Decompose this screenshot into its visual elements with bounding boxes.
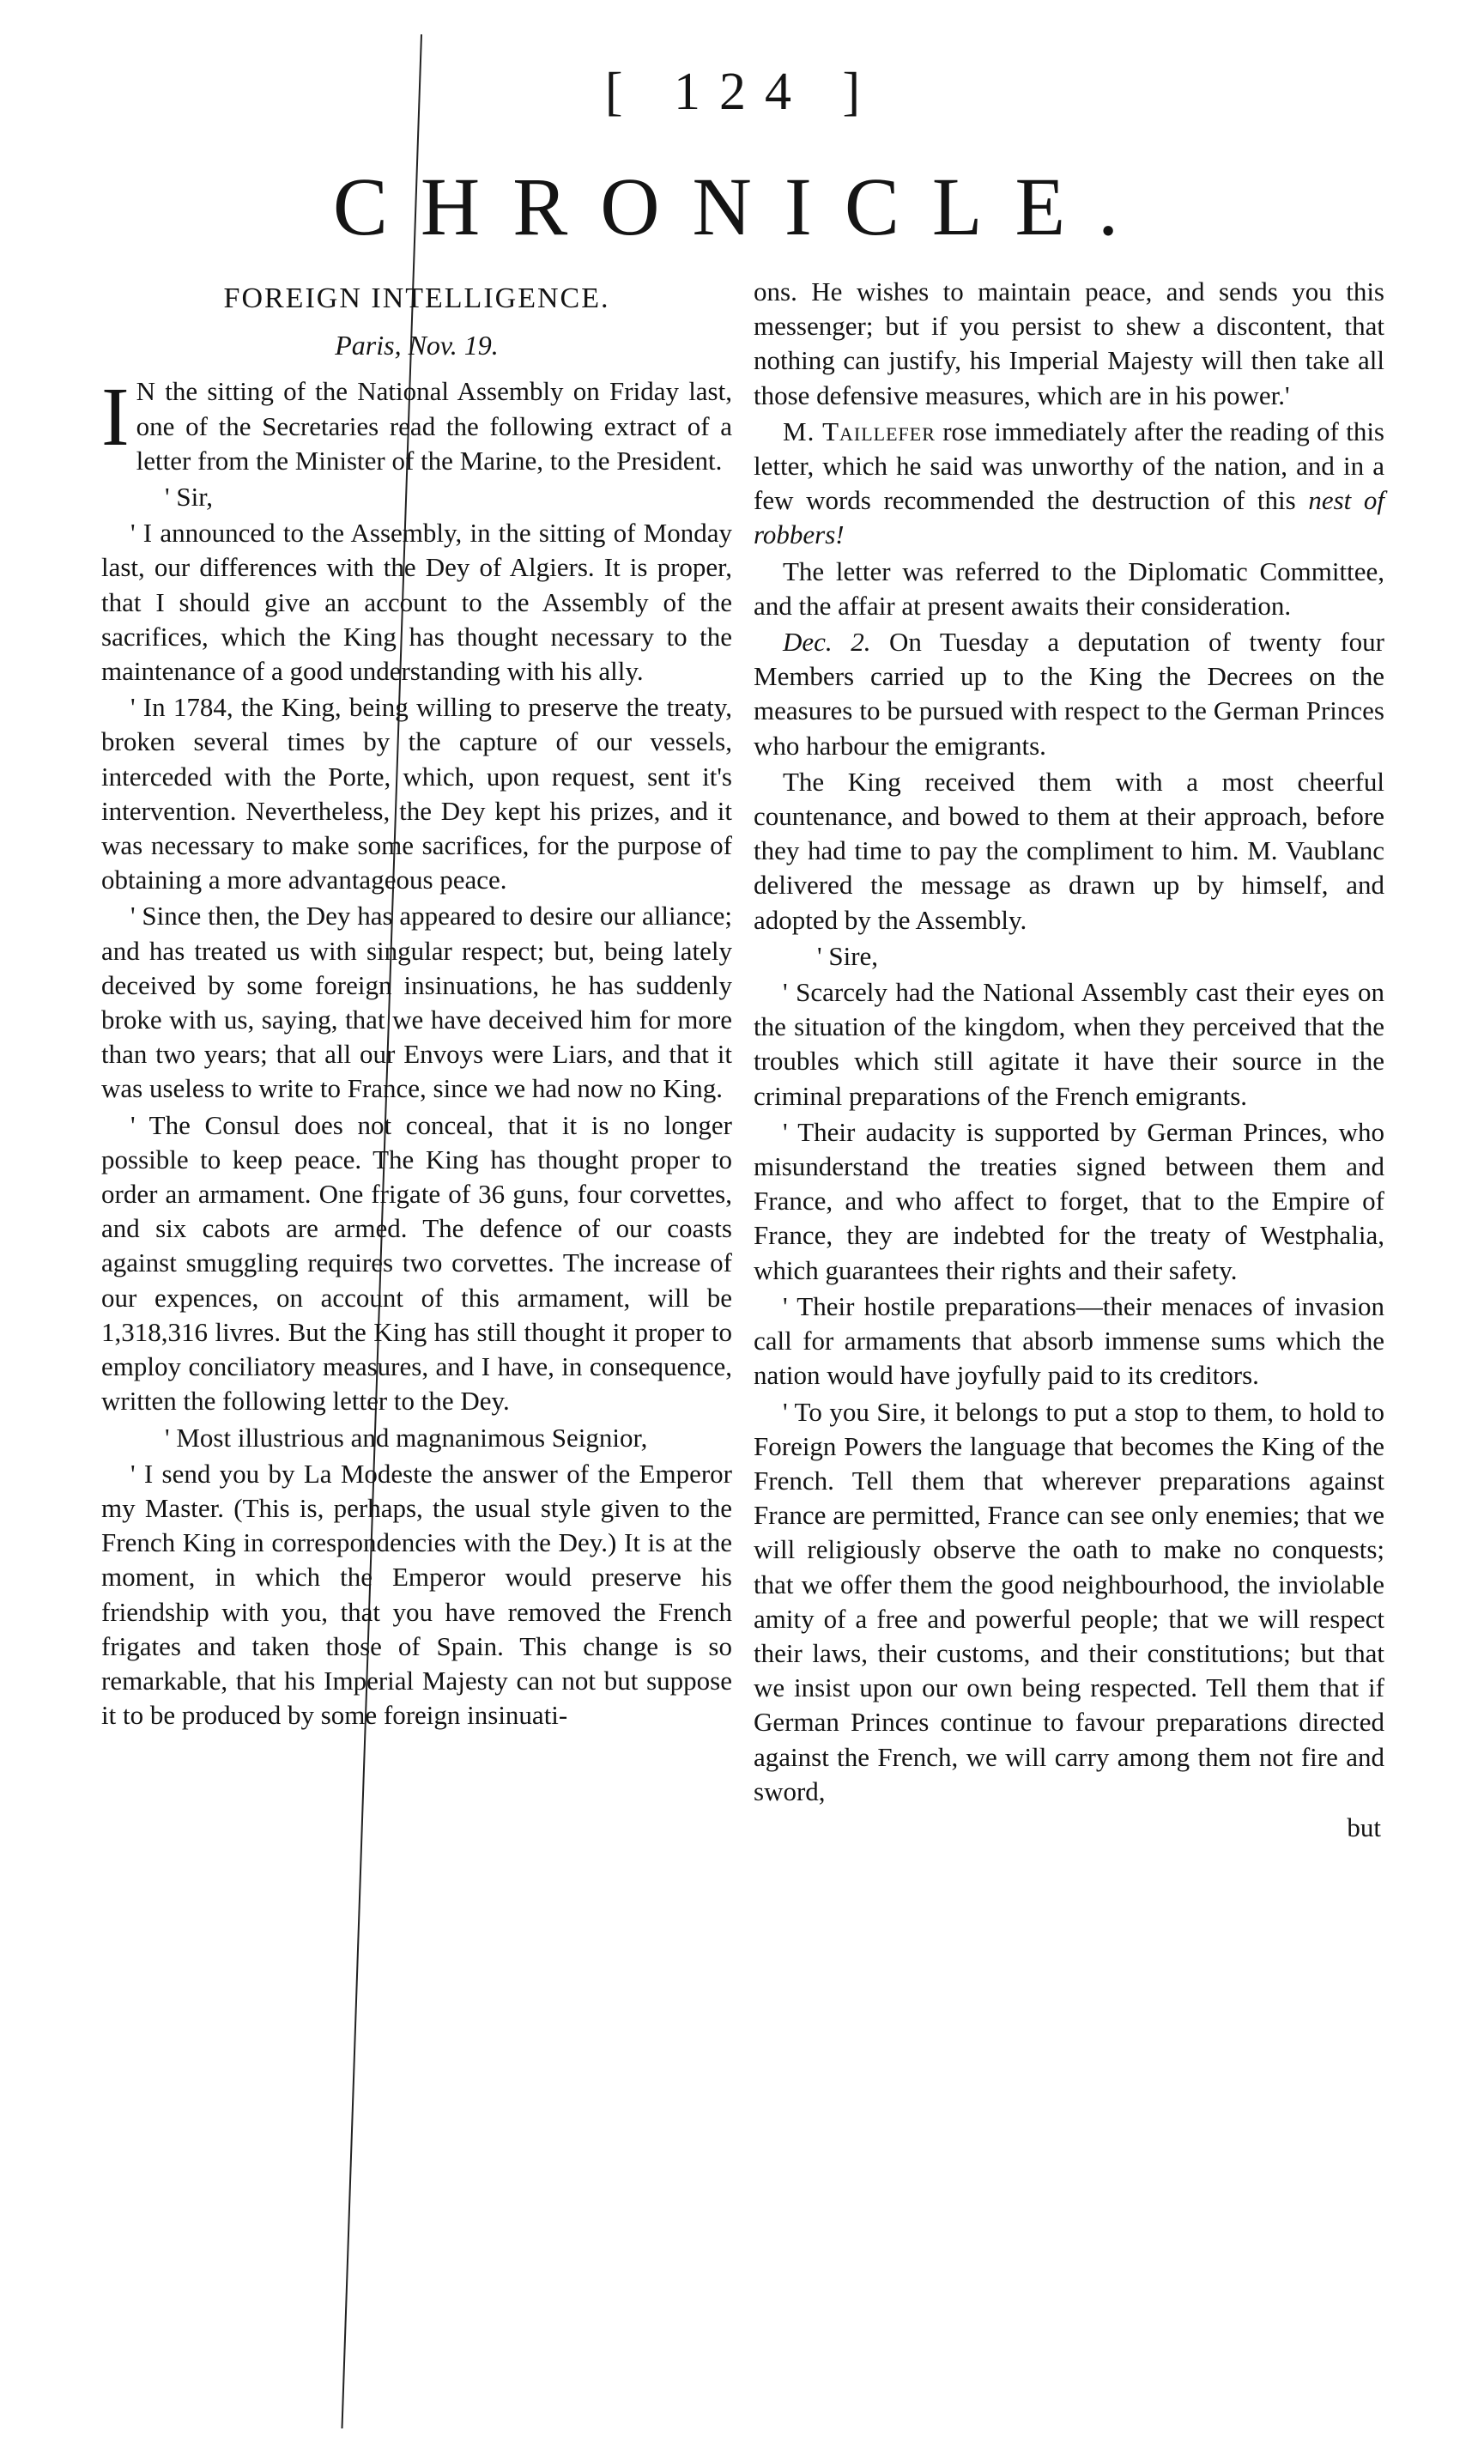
salutation-sire: ' Sire,: [817, 940, 879, 971]
salutation-seignior: ' Most illustrious and magnanimous Seignior,: [165, 1422, 648, 1453]
intro-text: N the sitting of the National Assembly on Friday last, one of the Secretaries read the following extract of a letter from the Minister of the Marine, to the President.: [136, 376, 732, 476]
deputation-text: On Tuesday a deputation of twenty four Members carried up to the King the Decrees on the measures to be pursued with respect to the German Princes who harbour the emigrants.: [754, 627, 1384, 761]
salutation-sir: ' Sir,: [165, 482, 214, 513]
message-paragraph-1: ' Scarcely had the National Assembly cast their eyes on the situation of the kingdom, when they perceived that the troubles which still agitate it have their source in the criminal preparations of the French emigrants.: [754, 977, 1384, 1111]
letter-paragraph-4: ' The Consul does not conceal, that it is no longer possible to keep peace. The King has thought proper to order an armament. One frigate of 36 guns, four corvettes, and six cabots are armed. The defence of our coasts against smuggling requires two corvettes. The increase of our expences, on account of this armament, will be 1,318,316 livres. But the King has still thought it proper to employ conciliatory measures, and I have, in consequence, written the following letter to the Dey.: [101, 1109, 732, 1417]
committee-paragraph: The letter was referred to the Diplomatic Committee, and the affair at present awaits their consideration.: [754, 555, 1384, 621]
letter-paragraph-3: ' Since then, the Dey has appeared to desire our alliance; and has treated us with singular respect; but, being lately deceived by some foreign insinuations, he has suddenly broke with us, saying, that we have deceived him for more than two years; that all our Envoys were Liars, and that it was useless to write to France, since we had now no King.: [101, 901, 732, 1104]
left-column: [101, 275, 732, 1734]
taillefer-text: rose immediately after the reading of this letter, which he said was unworthy of the nation, and in a few words recommended the destruction of this: [754, 416, 1384, 516]
drop-cap: I: [101, 371, 130, 464]
letter-paragraph-2: ' In 1784, the King, being willing to preserve the treaty, broken several times by the capture of our vessels, interceded with the Porte, which, upon request, sent it's intervention. Nevertheless, the Dey kept his prizes, and it was necessary to make some sacrifices, for the purpose of obtaining a more advantageous peace.: [101, 692, 732, 895]
page-number: [ 124 ]: [604, 63, 880, 121]
italic-phrase: nest of robbers!: [754, 485, 1384, 550]
catchword: but: [1347, 1812, 1381, 1842]
letter-paragraph-5: ' I send you by La Modeste the answer of the Emperor my Master. (This is, perhaps, the usual style given to the French King in correspondencies with the Dey.) It is at the moment, in which the Emperor would preserve his friendship with you, that you have removed the French frigates and taken those of Spain. This change is so remarkable, that his Imperial Majesty can not but suppose it to be produced by some foreign insinuati-: [101, 1458, 732, 1731]
letter-paragraph-1: ' I announced to the Assembly, in the sitting of Monday last, our differences with the Dey of Algiers. It is proper, that I should give an account to the Assembly of the sacrifices, which the King has thought necessary to the maintenance of a good understanding with his ally.: [101, 518, 732, 687]
king-reception-paragraph: The King received them with a most cheerful countenance, and bowed to them at their approach, before they had time to pay the compliment to him. M. Vaublanc delivered the message as drawn up by himself, and adopted by the Assembly.: [754, 766, 1384, 935]
taillefer-paragraph: [754, 415, 1384, 553]
right-column: [754, 275, 1384, 1847]
date-label: Dec. 2.: [783, 627, 871, 658]
page-title: CHRONICLE.: [332, 161, 1152, 252]
intro-paragraph: [101, 371, 732, 478]
message-paragraph-4: ' To you Sire, it belongs to put a stop to them, to hold to Foreign Powers the language that becomes the King of the French. Tell them that wherever preparations against France are permitted, France can see only enemies; that we will religiously observe the oath to make no conquests; that we offer them the good neighbourhood, the inviolable amity of a free and powerful people; that we will respect their laws, their customs, and their constitutions; but that we insist upon our own being respected. Tell them that if German Princes continue to favour preparations directed against the French, we will carry among them not fire and sword,: [754, 1396, 1384, 1806]
message-paragraph-3: ' Their hostile preparations—their menaces of invasion call for armaments that absorb immense sums which the nation would have joyfully paid to its creditors.: [754, 1290, 1384, 1391]
continuation-paragraph: ons. He wishes to maintain peace, and sends you this messenger; but if you persist to shew a discontent, that nothing can justify, his Imperial Majesty will then take all those defensive measures, which are in his power.': [754, 276, 1384, 410]
message-paragraph-2: ' Their audacity is supported by German Princes, who misunderstand the treaties signed between them and France, and who affect to forget, that to the Empire of France, they are indebted for the treaty of Westphalia, which guarantees their rights and their safety.: [754, 1116, 1384, 1285]
deputation-paragraph: [754, 625, 1384, 763]
dateline: Paris, Nov. 19.: [335, 330, 499, 361]
speaker-name: M. Taillefer: [783, 416, 936, 446]
section-heading: FOREIGN INTELLIGENCE.: [223, 282, 610, 314]
